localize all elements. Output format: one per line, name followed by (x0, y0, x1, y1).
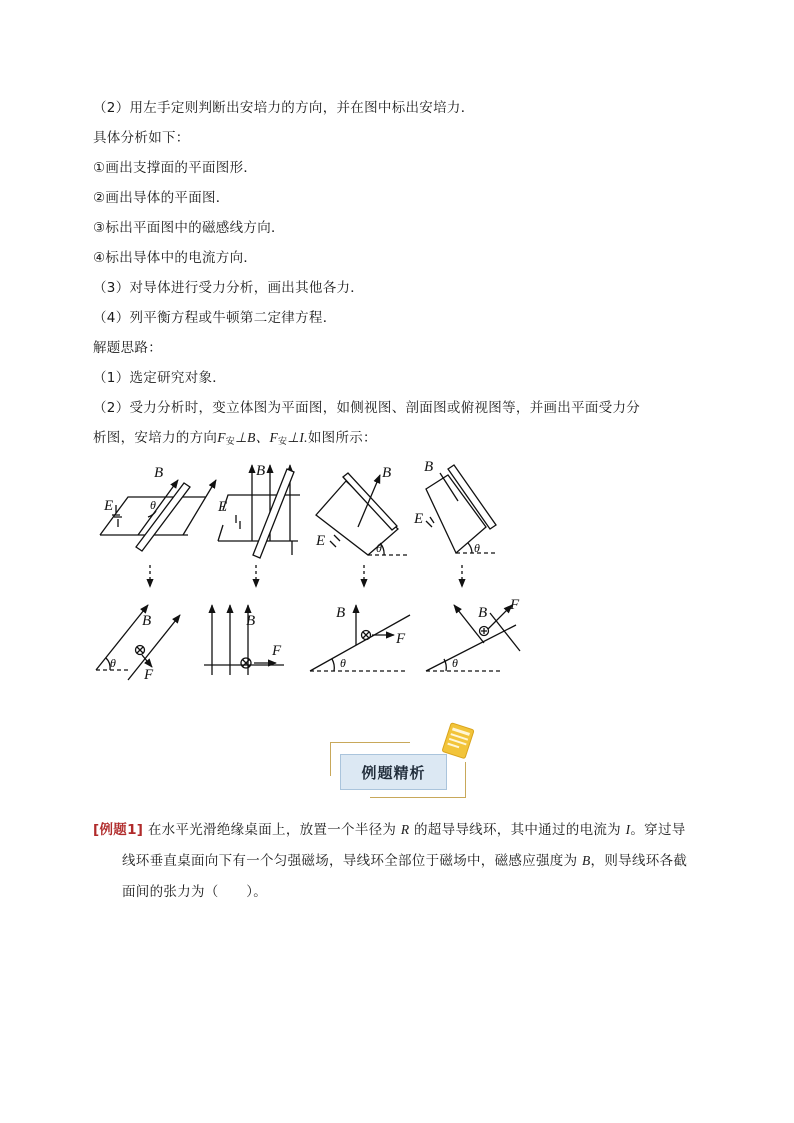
label-E-3: E (316, 533, 326, 549)
label-E-2: E (218, 499, 228, 515)
force-symbol: F (217, 430, 226, 445)
example-text: 的超导导线环，其中通过的电流为 (409, 822, 626, 838)
banner-frame (330, 742, 410, 743)
diagram-3d-1 (100, 480, 216, 551)
example-text: 在水平光滑绝缘桌面上，放置一个半径为 (143, 822, 401, 838)
plane-diagram-4 (426, 605, 520, 671)
diagram-3d-4 (426, 465, 498, 553)
label-B-8: B (478, 605, 488, 621)
force-diagrams-figure (88, 455, 528, 685)
label-B-5: B (142, 613, 152, 629)
banner-frame (330, 742, 331, 776)
label-F-8: F (510, 597, 520, 613)
substep-1: ①画出支撑面的平面图形． (93, 160, 258, 176)
label-E-4: E (414, 511, 424, 527)
symbol-R: R (400, 822, 410, 837)
example-line-2 (122, 849, 687, 869)
example-text: ，则导线环各截 (590, 853, 688, 869)
solution-step-1: （1）选定研究对象． (93, 370, 227, 386)
label-B-6: B (246, 613, 256, 629)
text-fragment: 析图，安培力的方向 (93, 430, 218, 446)
perp-b: ⊥B、 (235, 430, 270, 445)
label-theta-8: θ (452, 656, 458, 670)
label-F-7: F (396, 631, 406, 647)
solution-step-2: （2）受力分析时，变立体图为平面图，如侧视图、剖面图或俯视图等，并画出平面受力分 (93, 400, 641, 416)
symbol-I: I (625, 822, 631, 837)
label-theta-4: θ (474, 541, 480, 555)
example-line-1 (93, 818, 686, 838)
example-tag: [例题1] (93, 822, 144, 838)
example-text: 线环垂直桌面向下有一个匀强磁场，导线环全部位于磁场中，磁感应强度为 (122, 853, 582, 869)
label-B-4: B (424, 459, 434, 475)
force-subscript-2: 安 (278, 437, 288, 447)
force-subscript: 安 (225, 437, 236, 447)
label-B-2: B (256, 463, 266, 479)
label-B-3: B (382, 465, 392, 481)
label-F-6: F (272, 643, 282, 659)
example-text: 。穿过导 (630, 822, 686, 838)
label-theta-5: θ (110, 656, 116, 670)
label-theta-7: θ (340, 656, 346, 670)
label-E-1: E (104, 498, 114, 514)
step-2-text: （2）用左手定则判断出安培力的方向，并在图中标出安培力． (93, 100, 475, 116)
banner-frame (370, 797, 466, 798)
banner-title: 例题精析 (340, 754, 447, 790)
solution-heading: 解题思路： (93, 340, 162, 356)
label-F-5: F (144, 667, 154, 683)
substep-3: ③标出平面图中的磁感线方向． (93, 220, 285, 236)
text-fragment-2: 如图所示： (307, 430, 377, 446)
diagram-3d-3 (316, 473, 410, 555)
step-4-text: （4）列平衡方程或牛顿第二定律方程． (93, 310, 337, 326)
label-B-7: B (336, 605, 346, 621)
example-line-3: 面间的张力为（ ）。 (122, 884, 268, 900)
banner-frame (465, 762, 466, 798)
label-theta-3: θ (376, 541, 382, 555)
plane-diagram-1 (96, 605, 180, 680)
analysis-heading: 具体分析如下： (93, 130, 190, 146)
step-3-text: （3）对导体进行受力分析，画出其他各力． (93, 280, 365, 296)
label-theta-1: θ (150, 498, 156, 512)
plane-diagram-2 (204, 605, 284, 675)
notepad-icon (438, 720, 480, 762)
solution-step-2-cont (93, 426, 377, 447)
label-B-1: B (154, 465, 164, 481)
section-banner (330, 742, 466, 798)
substep-4: ④标出导体中的电流方向． (93, 250, 258, 266)
substep-2: ②画出导体的平面图． (93, 190, 230, 206)
force-symbol-2: F (269, 430, 279, 445)
symbol-B: B (582, 853, 591, 868)
plane-diagram-3 (310, 605, 410, 671)
perp-i: ⊥I. (287, 430, 308, 445)
